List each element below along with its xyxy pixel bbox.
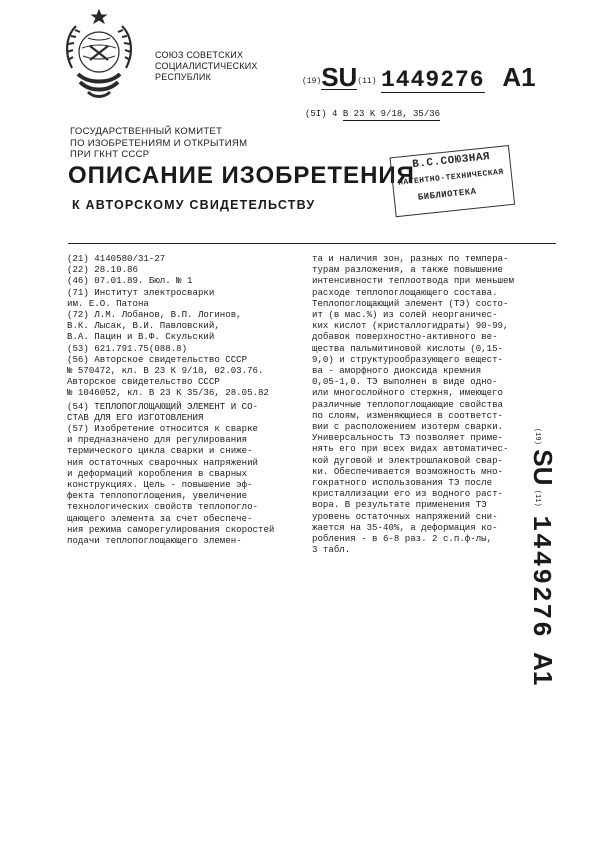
text-line: щающего элемента за счет обеспече-: [67, 512, 253, 524]
stamp-line: В.С.СОЮЗНАЯ: [411, 151, 491, 172]
text-line: нять его при всех видах автоматичес-: [312, 443, 509, 455]
text-line: кой дуговой и электрошлаковой свар-: [312, 454, 503, 466]
text-line: вора. В результате применения ТЭ: [312, 499, 487, 511]
side-code-19: (19): [533, 428, 541, 445]
text-line: Теплопоглощающий элемент (ТЭ) состо-: [312, 297, 509, 309]
left-column: [67, 253, 285, 546]
side-patent-number: [526, 428, 576, 698]
text-line: ких кислот (кристаллогидраты) 90-99,: [312, 320, 509, 332]
text-line: № 1046052, кл. В 23 К 35/36, 28.05.82: [67, 387, 269, 399]
org-line: СОЮЗ СОВЕТСКИХ: [155, 50, 244, 60]
text-line: СТАВ ДЛЯ ЕГО ИЗГОТОВЛЕНИЯ: [67, 411, 204, 423]
text-line: (53) 621.791.75(088.8): [67, 342, 188, 354]
classification: [305, 109, 440, 119]
text-line: робления - в 6-8 раз. 2 с.п.ф-лы,: [312, 533, 493, 545]
text-line: интенсивности теплоотвода при меньшем: [312, 275, 514, 287]
text-line: и деформаций коробления в сварных: [67, 467, 248, 479]
text-line: (57) Изобретение относится к сварке: [67, 423, 258, 435]
text-line: ния остаточных сварочных напряжений: [67, 456, 258, 468]
text-line: технологических свойств теплопогло-: [67, 501, 258, 513]
text-line: В.К. Лысак, В.И. Павловский,: [67, 320, 220, 332]
text-line: Универсальность ТЭ позволяет приме-: [312, 432, 503, 444]
text-line: подачи теплопоглощающего элемен-: [67, 535, 242, 547]
header-divider: [68, 243, 556, 244]
text-line: Авторское свидетельство СССР: [67, 376, 220, 388]
text-line: им. Е.О. Патона: [67, 297, 149, 309]
text-line: или многослойного стержня, имеющего: [312, 387, 503, 399]
text-line: расходе теплопоглощающего состава.: [312, 286, 498, 298]
text-line: (72) Л.М. Лобанов, В.П. Логинов,: [67, 309, 242, 321]
text-line: (56) Авторское свидетельство СССР: [67, 353, 248, 365]
text-line: по слоям, изменяющиеся в соответст-: [312, 409, 503, 421]
text-line: 0,05-1,0. ТЭ выполнен в виде одно-: [312, 376, 498, 388]
committee-line: ПО ИЗОБРЕТЕНИЯМ И ОТКРЫТИЯМ: [70, 137, 248, 149]
text-line: (71) Институт электросварки: [67, 286, 215, 298]
code-19: (19): [302, 77, 322, 86]
code-11: (11): [357, 77, 377, 86]
text-line: та и наличия зон, разных по темпера-: [312, 253, 509, 264]
committee-line: ПРИ ГКНТ СССР: [70, 149, 150, 160]
text-line: ки. Обеспечивается возможность мно-: [312, 465, 503, 477]
union-name: [155, 50, 258, 83]
country-code: SU: [321, 62, 358, 92]
text-line: фекта теплопоглощения, увеличение: [67, 490, 248, 502]
text-line: 3 табл.: [312, 544, 351, 556]
text-line: ва - аморфного диоксида кремния: [312, 365, 482, 377]
document-title: ОПИСАНИЕ ИЗОБРЕТЕНИЯ: [68, 162, 415, 189]
ussr-emblem-icon: [58, 8, 140, 108]
text-line: жается на 35-40%, а деформация ко-: [312, 521, 498, 533]
text-line: конструкциях. Цель - повышение эф-: [67, 479, 253, 491]
stamp-line: ПАТЕНТНО-ТЕХНИЧЕСКАЯ: [397, 167, 505, 188]
text-line: гократного использования ТЭ после: [312, 477, 493, 489]
text-line: вии с расположением изотерм сварки.: [312, 421, 503, 433]
committee-line: ГОСУДАРСТВЕННЫЙ КОМИТЕТ: [70, 126, 223, 137]
text-line: уровень остаточных напряжений сни-: [312, 510, 498, 522]
text-line: 9,0) и структурообразующего вещест-: [312, 353, 503, 365]
text-line: (21) 4140580/31-27: [67, 253, 166, 264]
side-document-kind: A1: [528, 652, 558, 686]
text-line: № 570472, кл. В 23 К 9/18, 02.03.76.: [67, 365, 264, 377]
org-line: РЕСПУБЛИК: [155, 72, 212, 82]
text-line: ит (в мас.%) из солей неорганичес-: [312, 309, 498, 321]
committee-name: [70, 126, 247, 161]
text-line: термического цикла сварки и сниже-: [67, 445, 253, 457]
stamp-line: БИБЛИОТЕКА: [417, 186, 478, 203]
side-country-code: SU: [528, 449, 558, 486]
document-kind: A1: [502, 62, 536, 92]
text-line: турам разложения, а также повышение: [312, 264, 503, 276]
org-line: СОЦИАЛИСТИЧЕСКИХ: [155, 61, 258, 71]
text-line: ния режима саморегулирования скоростей: [67, 523, 275, 535]
right-column: [312, 253, 562, 555]
document-subtitle: К АВТОРСКОМУ СВИДЕТЕЛЬСТВУ: [72, 198, 316, 212]
patent-number-header: [302, 62, 536, 96]
text-line: (22) 28.10.86: [67, 264, 138, 276]
classification-value: B 23 K 9/18, 35/36: [342, 109, 441, 119]
text-line: кристаллизации его из водного раст-: [312, 488, 503, 500]
text-line: различные теплопоглощающие свойства: [312, 398, 503, 410]
text-line: В.А. Пацин и В.Ф. Скульский: [67, 331, 215, 343]
text-line: добавок поверхностно-активного ве-: [312, 331, 498, 343]
side-patent-number-value: 1449276: [526, 515, 556, 639]
side-code-11: (11): [533, 489, 541, 507]
library-stamp: [389, 137, 518, 219]
text-line: (54) ТЕПЛОПОГЛОЩАЮЩИЙ ЭЛЕМЕНТ И СО-: [67, 400, 258, 412]
patent-number: 1449276: [380, 67, 485, 93]
text-line: щества пальмитиновой кислоты (0,15-: [312, 342, 503, 354]
text-line: (46) 07.01.89. Бюл. № 1: [67, 275, 193, 287]
classification-prefix: (5I) 4: [305, 109, 338, 119]
text-line: и предназначено для регулирования: [67, 434, 248, 446]
